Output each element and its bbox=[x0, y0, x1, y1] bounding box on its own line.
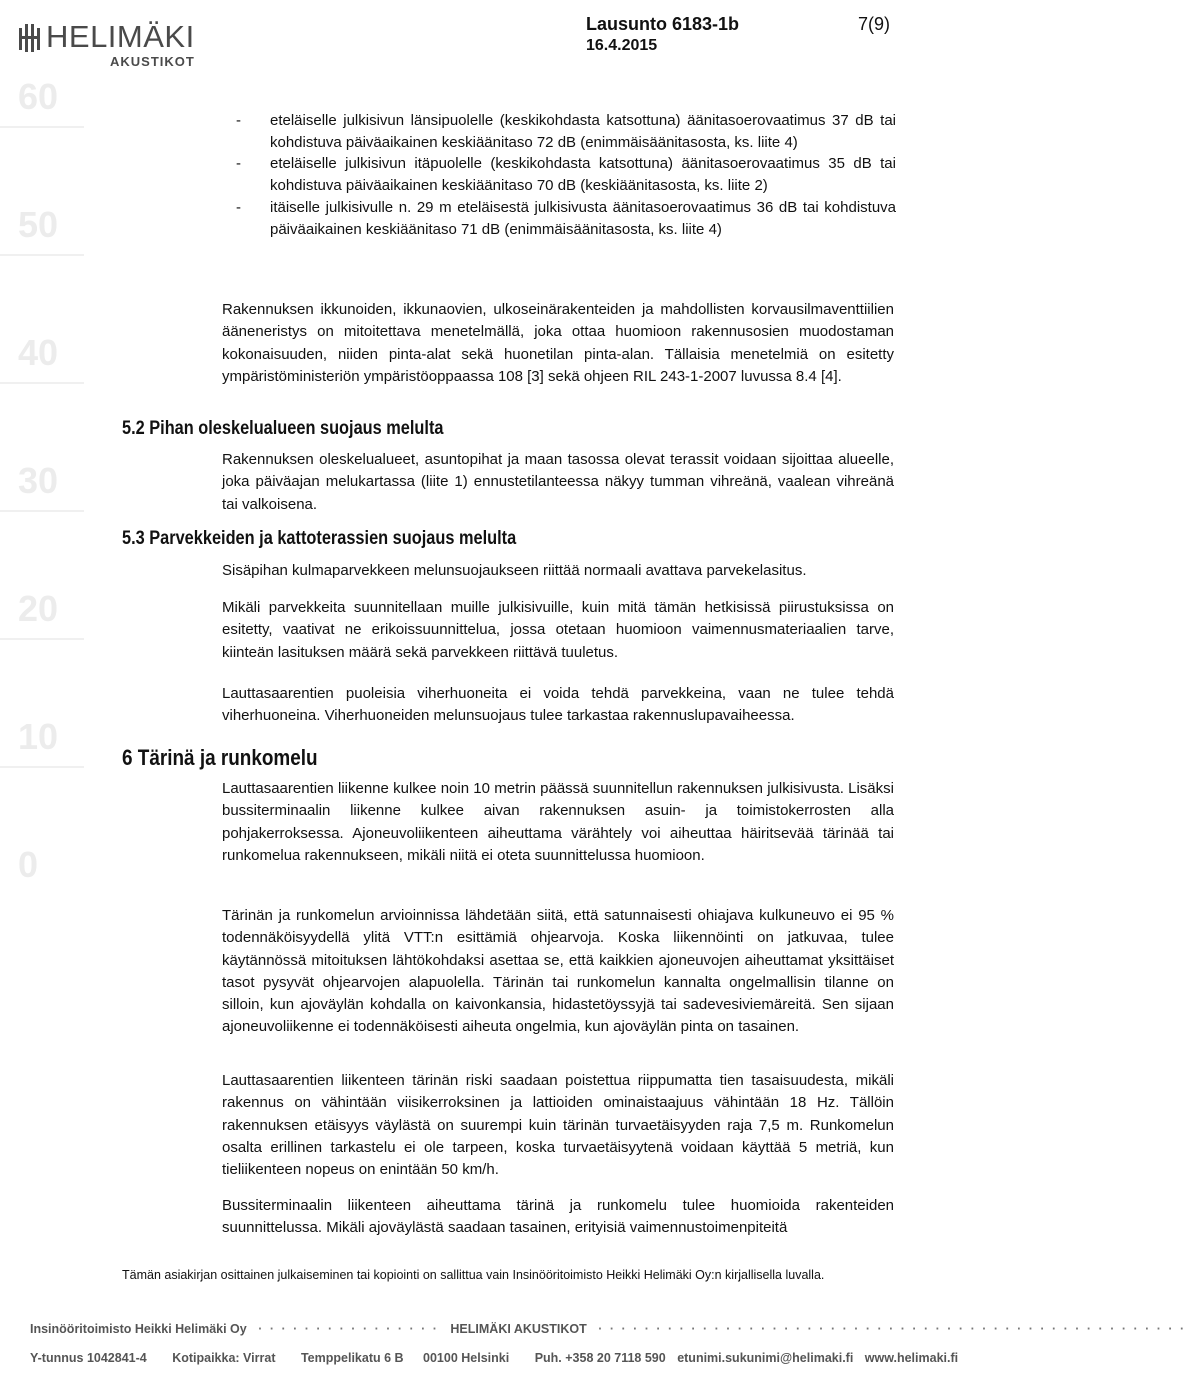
footer-email[interactable]: etunimi.sukunimi@helimaki.fi bbox=[677, 1351, 854, 1365]
paragraph-balcony-3: Lauttasaarentien puoleisia viherhuoneita ei voida tehdä parvekkeina, vaan ne tulee tehdä viherhuoneina. Viherhuoneiden melunsuojaus tulee tarkastaa rakennuslupavaiheessa. bbox=[222, 685, 894, 725]
watermark-scale-label: 50 bbox=[18, 204, 59, 245]
paragraph-vibration-2: Tärinän ja runkomelun arvioinnissa lähdetään siitä, että satunnaisesti ohiajava kulkuneuvo ei 95 % todennäköisyydellä ylitä VTT:n esittämiä ohjearvoja. Koska liikennöinti on jatkuvaa, tulee käytännössä mitoituksen lähtökohdaksi asettaa se, että kaikkien ajoneuvojen aiheuttamat yksittäiset tasot pysyvät ohjearvojen alapuolella. Tärinän tai runkomelun kannalta ongelmallisin tilanne on silloin, kun ajoväylän kohdalla on kaivonkansia, hidastetöyssyjä tai sadevesiviemäreitä. Sen sijaan ajoneuvoliikenne ei todennäköisesti aiheuta ongelmia, kun ajoväylän pinta on tasainen. bbox=[222, 907, 894, 1036]
watermark-scale-line bbox=[0, 126, 84, 128]
paragraph-courtyard: Rakennuksen oleskelualueet, asuntopihat ja maan tasossa olevat terassit voidaan sijoittaa alueelle, joka päiväajan melukartassa (liite 1) ennustetilanteessa näkyy tumman vihreänä, vaalean vihreänä tai valkoisena. bbox=[222, 451, 894, 513]
watermark-scale-line bbox=[0, 638, 84, 640]
logo-subtitle: AKUSTIKOT bbox=[110, 54, 195, 69]
footer-domicile: Kotipaikka: Virrat bbox=[172, 1351, 276, 1365]
paragraph-vibration-1: Lauttasaarentien liikenne kulkee noin 10 metrin päässä suunnitellun rakennuksen julkisivusta. Lisäksi bussiterminaalin liikenne kulkee aivan rakennuksen asuin- ja toimistokerrosten alla pohjakerroksessa. Ajoneuvoliikenteen aiheuttama värähtely voi aiheuttaa häiritsevää tärinää tai runkomelua rakennukseen, mikäli niitä ei oteta suunnittelussa huomioon. bbox=[222, 780, 894, 864]
watermark-scale-line bbox=[0, 510, 84, 512]
footer-dots: · · · · · · · · · · · · · · · · · · · · · · · · · · · · · · · · · · · · · · · · · · · · · · · · · · · bbox=[598, 1322, 1186, 1336]
footer-website[interactable]: www.helimaki.fi bbox=[864, 1351, 959, 1365]
watermark-scale-label: 20 bbox=[18, 588, 59, 629]
document-id: Lausunto 6183-1b bbox=[586, 14, 740, 34]
footer-contact-line bbox=[30, 1351, 959, 1365]
footer-dots: · · · · · · · · · · · · · · · · bbox=[258, 1322, 439, 1336]
footer-brand: HELIMÄKI AKUSTIKOT bbox=[450, 1322, 587, 1336]
list-item bbox=[236, 110, 896, 153]
list-item-text: itäiselle julkisivulle n. 29 m eteläisestä julkisivusta äänitasoerovaatimus 36 dB tai kohdistuva päiväaikainen keskiäänitaso 71 dB (enimmäisäänitasosta, ks. liite 4) bbox=[270, 198, 896, 238]
footer-company: Insinööritoimisto Heikki Helimäki Oy bbox=[30, 1322, 247, 1336]
section-heading-5-3: 5.3 Parvekkeiden ja kattoterassien suojaus melulta bbox=[122, 528, 517, 549]
watermark-scale-label: 10 bbox=[18, 716, 59, 757]
copyright-notice: Tämän asiakirjan osittainen julkaiseminen tai kopiointi on sallittua vain Insinööritoimisto Heikki Helimäki Oy:n kirjallisella luvalla. bbox=[122, 1268, 825, 1282]
watermark-scale-label: 60 bbox=[18, 76, 59, 117]
paragraph-balcony-1: Sisäpihan kulmaparvekkeen melunsuojaukseen riittää normaali avattava parvekelasitus. bbox=[222, 562, 807, 579]
footer-company-line bbox=[30, 1322, 1186, 1336]
list-item-text: eteläiselle julkisivun itäpuolelle (keskikohdasta katsottuna) äänitasoerovaatimus 35 dB tai kohdistuva päiväaikainen keskiäänitaso 70 dB (keskiäänitasosta, ks. liite 2) bbox=[270, 155, 896, 195]
logo-name: HELIMÄKI bbox=[46, 19, 195, 54]
watermark-scale-line bbox=[0, 382, 84, 384]
list-item bbox=[236, 153, 896, 196]
watermark-scale-label: 40 bbox=[18, 332, 59, 373]
section-heading-5-2: 5.2 Pihan oleskelualueen suojaus melulta bbox=[122, 418, 444, 439]
list-dash: - bbox=[236, 198, 241, 216]
watermark-scale-line bbox=[0, 766, 84, 768]
watermark-scale-label: 0 bbox=[18, 844, 39, 885]
paragraph-balcony-2: Mikäli parvekkeita suunnitellaan muille julkisivuille, kuin mitä tämän hetkisissä piirustuksissa on esitetty, vaativat ne erikoissuunnittelua, jossa otetaan huomioon vaimennusmateriaalien tarve, kiinteän lasituksen määrä sekä parvekkeen riittävä tuuletus. bbox=[222, 599, 894, 661]
section-heading-6: 6 Tärinä ja runkomelu bbox=[122, 745, 318, 770]
footer-address: Temppelikatu 6 B bbox=[300, 1351, 404, 1365]
list-dash: - bbox=[236, 112, 241, 129]
watermark-scale-label: 30 bbox=[18, 460, 59, 501]
list-item-text: eteläiselle julkisivun länsipuolelle (keskikohdasta katsottuna) äänitasoerovaatimus 37 dB tai kohdistuva päiväaikainen keskiäänitaso 72 dB (enimmäisäänitasosta, ks. liite 4) bbox=[270, 112, 896, 151]
page-number: 7(9) bbox=[858, 14, 891, 34]
paragraph-vibration-3: Lauttasaarentien liikenteen tärinän riski saadaan poistettua riippumatta tien tasaisuudesta, mikäli rakennus on vähintään viisikerroksinen ja lattioiden ominaistaajuus vähintään 18 Hz. Tällöin rakennuksen etäisyys väylästä on suurempi kuin tärinän turvaetäisyyden raja 7,5 m. Runkomelun osalta erillinen tarkastelu ei ole tarpeen, koska turvaetäisyytenä voidaan käyttää 5 metriä, kun tieliikenteen nopeus on enintään 50 km/h. bbox=[222, 1072, 894, 1179]
watermark-scale-line bbox=[0, 254, 84, 256]
logo-mark-icon bbox=[18, 24, 42, 52]
paragraph-vibration-4: Bussiterminaalin liikenteen aiheuttama tärinä ja runkomelu tulee huomioida rakenteiden suunnittelussa. Mikäli ajoväylästä saadaan tasainen, erityisiä vaimennustoimenpiteitä bbox=[222, 1197, 894, 1237]
requirements-list bbox=[236, 110, 896, 240]
watermark-scale bbox=[0, 0, 100, 1000]
footer-business-id: Y-tunnus 1042841-4 bbox=[30, 1351, 147, 1365]
footer-phone: Puh. +358 20 7118 590 bbox=[534, 1351, 666, 1365]
document-date: 16.4.2015 bbox=[586, 37, 658, 54]
footer-postal: 00100 Helsinki bbox=[423, 1351, 510, 1365]
list-dash: - bbox=[236, 155, 241, 173]
list-item bbox=[236, 197, 896, 240]
paragraph-windows: Rakennuksen ikkunoiden, ikkunaovien, ulkoseinärakenteiden ja mahdollisten korvausilmaventtiilien ääneneristys on mitoitettava menetelmällä, joka ottaa huomioon rakennusosien muodostaman kokonaisuuden, niiden pinta-alat sekä huonetilan pinta-alan. Tällaisia menetelmiä on esitetty ympäristöministeriön ympäristöoppaassa 108 [3] sekä ohjeen RIL 243-1-2007 luvussa 8.4 [4]. bbox=[222, 301, 894, 385]
